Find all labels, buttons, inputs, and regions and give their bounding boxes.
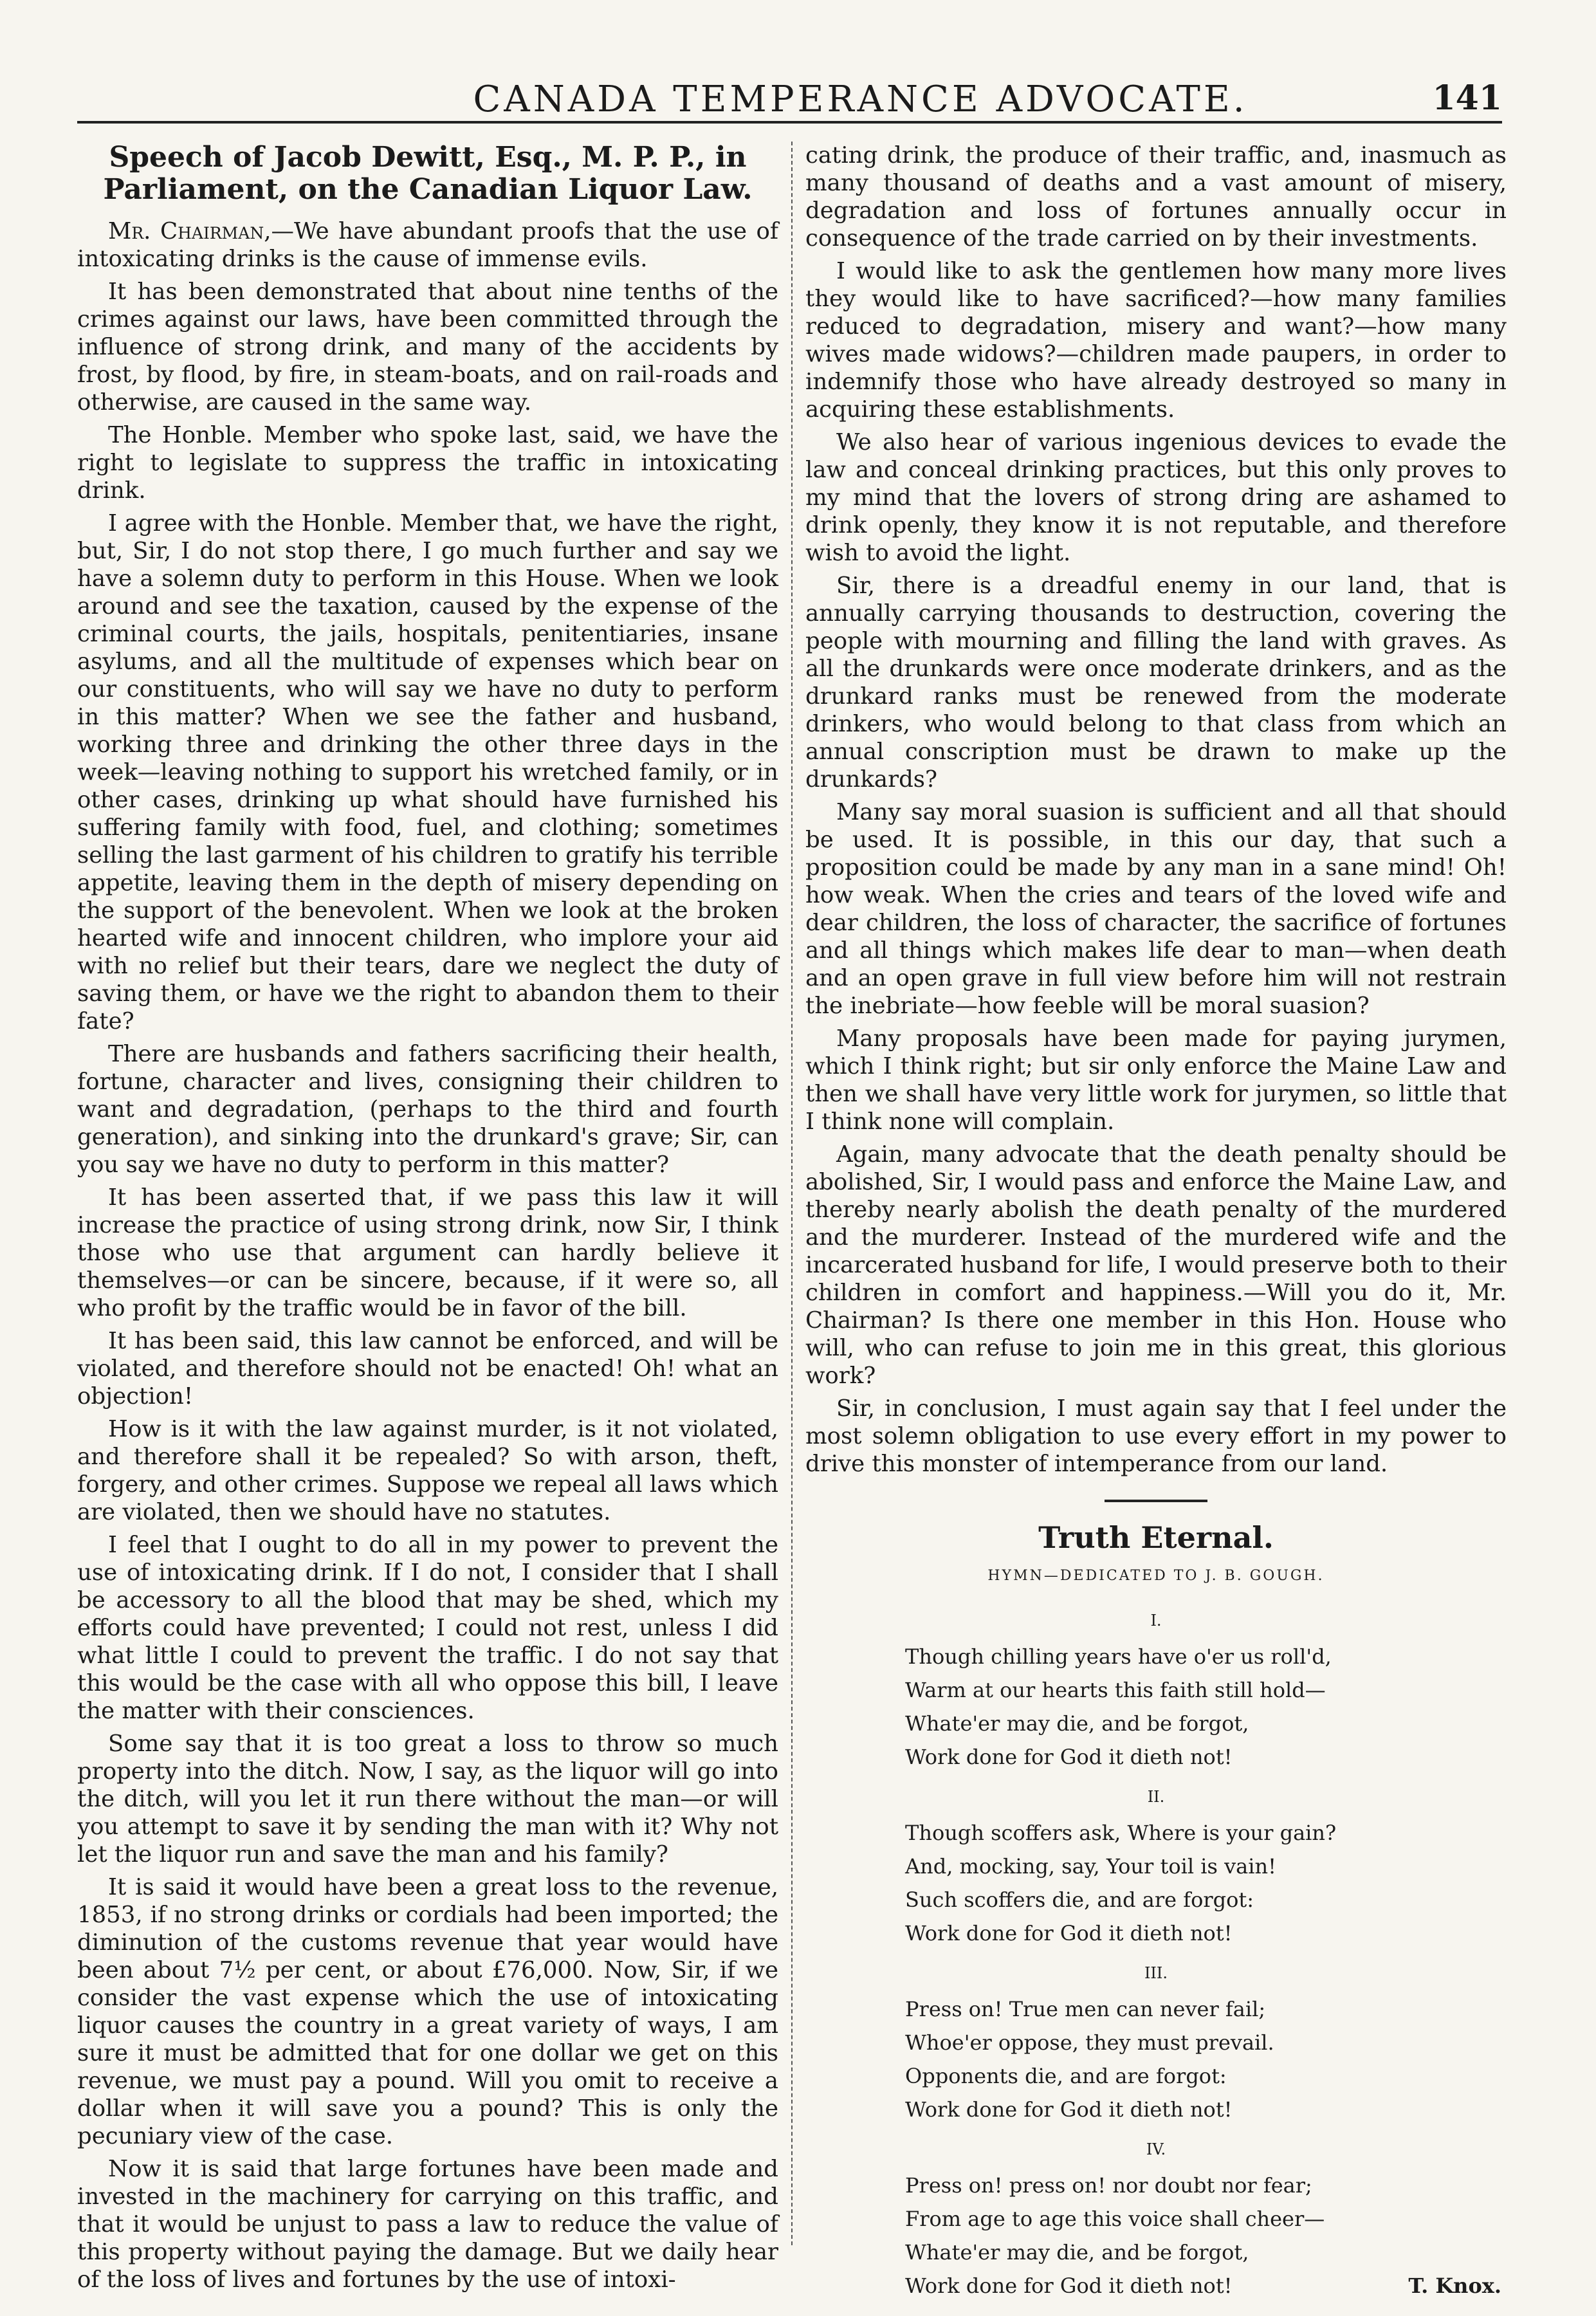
poem-line: Press on! True men can never fail; <box>905 1997 1266 2021</box>
stanza-number: IV. <box>1146 2140 1166 2158</box>
poem-line: And, mocking, say, Your toil is vain! <box>905 1854 1276 1879</box>
poem-line: Press on! press on! nor doubt nor fear; <box>905 2173 1312 2198</box>
poem-line: Whate'er may die, and be forgot, <box>905 1711 1249 1736</box>
article-paragraph: Sir, there is a dreadful enemy in our land, that is annually carrying thousands to destruction, covering the people with mourning and filling the land with graves. As all the drunkards were once moderate drinkers, and as the drunkard ranks must be renewed from the moderate drinkers, who would belong to that class from which an annual conscription must be drawn to make up the drunkards? <box>805 573 1507 793</box>
poem-subtitle: HYMN—DEDICATED TO J. B. GOUGH. <box>987 1568 1325 1584</box>
article-paragraph: Many proposals have been made for paying jurymen, which I think right; but sir only enforce the Maine Law and then we shall have very little work for jurymen, so little that I think none will complain. <box>805 1025 1507 1135</box>
article-paragraph <box>77 217 778 273</box>
article-paragraph: It is said it would have been a great loss to the revenue, 1853, if no strong drinks or cordials had been imported; the diminution of the customs revenue that year would have been about 7½ per cent, or about £76,000. Now, Sir, if we consider the vast expense which the use of intoxicating liquor causes the country in a great variety of ways, I am sure it must be admitted that for one dollar we get on this revenue, we must pay a pound. Will you omit to receive a dollar when it will save you a pound? This is only the pecuniary view of the case. <box>77 1874 778 2149</box>
article-paragraph: Many say moral suasion is sufficient and all that should be used. It is possible, in this our day, that such a proposition could be made by any man in a sane mind! Oh! how weak. When the cries and tears of the loved wife and dear children, the loss of character, the sacrifice of fortunes and all things which makes life dear to man—when death and an open grave in full view before him will not restrain the inebriate—how feeble will be moral suasion? <box>805 799 1507 1019</box>
poem-line: From age to age this voice shall cheer— <box>905 2207 1325 2231</box>
stanza-number: II. <box>1147 1788 1165 1806</box>
article-paragraph: How is it with the law against murder, is it not violated, and therefore shall it be repealed? So with arson, theft, forgery, and other crimes. Suppose we repeal all laws which are violated, then we should have no statutes. <box>77 1416 778 1525</box>
poem-line: Work done for God it dieth not! <box>905 1921 1233 1945</box>
poem-line: Work done for God it dieth not! <box>905 2274 1233 2298</box>
stanza <box>905 1780 1507 1950</box>
poem-line: Though chilling years have o'er us roll'd, <box>905 1644 1332 1669</box>
right-column <box>805 142 1507 2302</box>
article-paragraph: It has been asserted that, if we pass this law it will increase the practice of using strong drink, now Sir, I think those who use that argument can hardly believe it themselves—or can be sincere, because, if it were so, all who profit by the traffic would be in favor of the bill. <box>77 1184 778 1321</box>
poem-line: Work done for God it dieth not! <box>905 1745 1233 1769</box>
poem-line: Whate'er may die, and be forgot, <box>905 2240 1249 2265</box>
poem-line: Whoe'er oppose, they must prevail. <box>905 2030 1274 2055</box>
poem-line: Opponents die, and are forgot: <box>905 2064 1227 2088</box>
poem-line: Warm at our hearts this faith still hold— <box>905 1678 1326 1702</box>
article-paragraph: I feel that I ought to do all in my power to prevent the use of intoxicating drink. If I do not, I consider that I shall be accessory to all the blood that may be shed, which my efforts could have prevented; I could not rest, unless I did what little I could to prevent the traffic. I do not say that this would be the case with all who oppose this bill, I leave the matter with their consciences. <box>77 1532 778 1724</box>
article-paragraph: I would like to ask the gentlemen how many more lives they would like to have sacrificed?—how many families reduced to degradation, misery and want?—how many wives made widows?—children made paupers, in order to indemnify those who have already destroyed so many in acquiring these establishments. <box>805 258 1507 423</box>
poem-line: Though scoffers ask, Where is your gain? <box>905 1821 1337 1845</box>
poem-body <box>805 1604 1507 2302</box>
article-title: Speech of Jacob Dewitt, Esq., M. P. P., in Parliament, on the Canadian Liquor Law. <box>103 141 753 206</box>
stanza <box>905 1956 1507 2126</box>
section-divider <box>1105 1500 1207 1502</box>
poem-author: T. Knox. <box>1408 2274 1501 2298</box>
article-paragraph: The Honble. Member who spoke last, said, we have the right to legislate to suppress the traffic in intoxicating drink. <box>77 422 778 504</box>
article-paragraph: I agree with the Honble. Member that, we have the right, but, Sir, I do not stop there, I go much further and say we have a solemn duty to perform in this House. When we look around and see the taxation, caused by the expense of the criminal courts, the jails, hospitals, penitentiaries, insane asylums, and all the multitude of expenses which bear on our constituents, who will say we have no duty to perform in this matter? When we see the father and husband, working three and drinking the other three days in the week—leaving nothing to support his wretched family, or in other cases, drinking up what should have furnished his suffering family with food, fuel, and clothing; sometimes selling the last garment of his children to gratify his terrible appetite, leaving them in the depth of misery depending on the support of the benevolent. When we look at the broken hearted wife and innocent children, who implore your aid with no relief but their tears, dare we neglect the duty of saving them, or have we the right to abandon them to their fate? <box>77 510 778 1034</box>
running-title: CANADA TEMPERANCE ADVOCATE. <box>473 78 1248 120</box>
poem-line: Work done for God it dieth not! <box>905 2097 1233 2122</box>
article-paragraph: Sir, in conclusion, I must again say that I feel under the most solemn obligation to use every effort in my power to drive this monster of intemperance from our land. <box>805 1395 1507 1477</box>
article-paragraph: Now it is said that large fortunes have been made and invested in the machinery for carrying on this traffic, and that it would be unjust to pass a law to reduce the value of this property without paying the damage. But we daily hear of the loss of lives and fortunes by the use of intoxi- <box>77 2156 778 2293</box>
column-rule <box>791 142 793 2245</box>
article-paragraph: There are husbands and fathers sacrificing their health, fortune, character and lives, consigning their children to want and degradation, (perhaps to the third and fourth generation), and sinking into the drunkard's grave; Sir, can you say we have no duty to perform in this matter? <box>77 1041 778 1178</box>
article-paragraph-continued: cating drink, the produce of their traffic, and, inasmuch as many thousand of deaths and a vast amount of misery, degradation and loss of fortunes annually occur in consequence of the trade carried on by their investments. <box>805 142 1507 252</box>
article-paragraph: We also hear of various ingenious devices to evade the law and conceal drinking practices, but this only proves to my mind that the lovers of strong dring are ashamed to drink openly, they know it is not reputable, and therefore wish to avoid the light. <box>805 429 1507 566</box>
article-paragraph: Some say that it is too great a loss to throw so much property into the ditch. Now, I say, as the liquor will go into the ditch, will you let it run there without the man—or will you attempt to save it by sending the man with it? Why not let the liquor run and save the man and his family? <box>77 1731 778 1868</box>
stanza-number: III. <box>1144 1964 1168 1982</box>
poem-title: Truth Eternal. <box>1038 1520 1274 1555</box>
article-paragraph: It has been demonstrated that about nine tenths of the crimes against our laws, have been committed through the influence of strong drink, and many of the accidents by frost, by flood, by fire, in steam-boats, and on rail-roads and otherwise, are caused in the same way. <box>77 279 778 416</box>
stanza <box>905 1604 1507 1774</box>
page-number: 141 <box>1432 78 1502 118</box>
paragraph-text: —We have abundant proofs that the use of intoxicating drinks is the cause of immense evils. <box>77 218 778 272</box>
article-paragraph: Again, many advocate that the death penalty should be abolished, Sir, I would pass and enforce the Maine Law, and thereby nearly abolish the death penalty of the murdered and the murderer. Instead of the murdered wife and the incarcerated husband for life, I would preserve both to their children in comfort and happiness.—Will you do it, Mr. Chairman? Is there one member in this Hon. House who will, who can refuse to join me in this great, this glorious work? <box>805 1141 1507 1389</box>
poem-line: Such scoffers die, and are forgot: <box>905 1888 1254 1912</box>
left-column <box>77 142 778 2299</box>
article-paragraph: It has been said, this law cannot be enforced, and will be violated, and therefore should not be enacted! Oh! what an objection! <box>77 1328 778 1410</box>
page-header <box>77 76 1502 124</box>
salutation: Mr. Chairman, <box>108 218 271 244</box>
stanza-number: I. <box>1150 1612 1162 1630</box>
